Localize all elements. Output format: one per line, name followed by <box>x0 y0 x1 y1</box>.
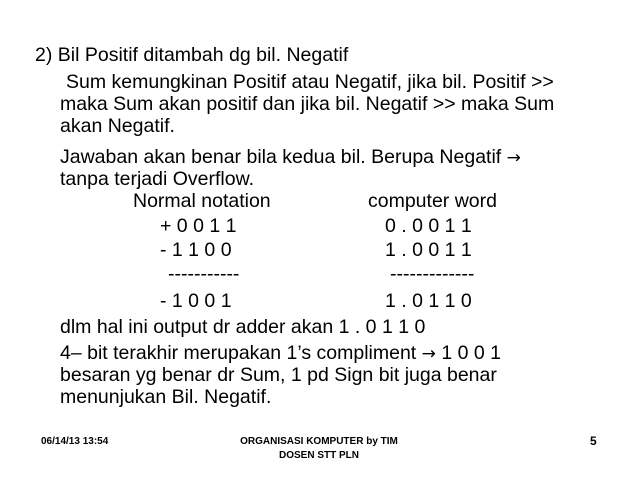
page-number: 5 <box>590 434 597 448</box>
table-separator-col2: ------------- <box>390 263 475 285</box>
footer-credit-line1: ORGANISASI KOMPUTER by TIM <box>240 436 398 447</box>
para2-line1 <box>60 146 521 169</box>
table-col1-header: Normal notation <box>133 190 271 212</box>
table-separator-col1: ----------- <box>168 263 240 285</box>
table-result-col1: - 1 0 0 1 <box>160 290 232 312</box>
para4-line1-text: 4– bit terakhir merupakan 1’s compliment <box>60 342 417 364</box>
para4-line1 <box>60 342 501 365</box>
right-arrow-icon: → <box>506 148 521 168</box>
footer-date: 06/14/13 13:54 <box>41 436 109 447</box>
table-result-col2: 1 . 0 1 1 0 <box>385 290 472 312</box>
para1-line2: maka Sum akan positif dan jika bil. Negatif >> maka Sum <box>60 93 555 115</box>
right-arrow-icon: → <box>421 344 436 364</box>
para4-line3: menunjukan Bil. Negatif. <box>60 386 272 408</box>
table-row1-col1: + 0 0 1 1 <box>160 215 237 237</box>
para1-line3: akan Negatif. <box>60 115 175 137</box>
para1-line1: Sum kemungkinan Positif atau Negatif, jika bil. Positif >> <box>66 71 554 93</box>
para4-line2: besaran yg benar dr Sum, 1 pd Sign bit juga benar <box>60 364 497 386</box>
table-row1-col2: 0 . 0 0 1 1 <box>385 215 472 237</box>
para3-line1: dlm hal ini output dr adder akan 1 . 0 1 1 0 <box>60 316 426 338</box>
footer-credit-line2: DOSEN STT PLN <box>278 450 359 461</box>
para4-line1-value: 1 0 0 1 <box>441 342 501 364</box>
footer-credit <box>230 435 408 463</box>
table-col2-header: computer word <box>368 190 497 212</box>
slide-heading: 2) Bil Positif ditambah dg bil. Negatif <box>35 44 349 66</box>
table-row2-col2: 1 . 0 0 1 1 <box>385 239 472 261</box>
para2-line2: tanpa terjadi Overflow. <box>60 168 255 190</box>
table-row2-col1: - 1 1 0 0 <box>160 239 232 261</box>
para2-line1-text: Jawaban akan benar bila kedua bil. Berupa Negatif <box>60 146 502 168</box>
